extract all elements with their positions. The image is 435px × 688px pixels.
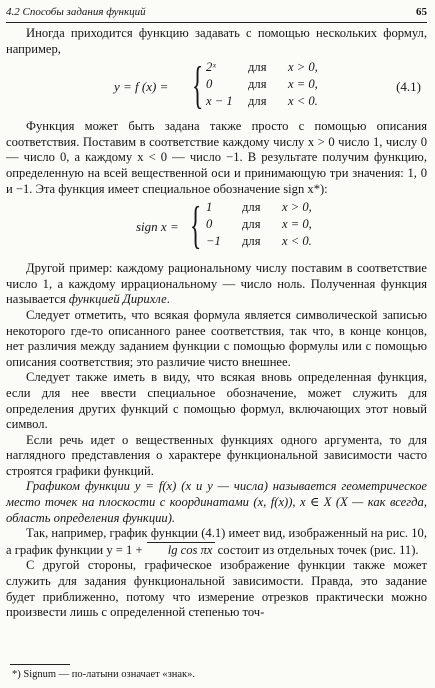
case-word: для	[248, 94, 267, 109]
left-brace: {	[192, 57, 204, 115]
paragraph-intro: Иногда приходится функцию задавать с помощью нескольких формул, например,	[6, 26, 427, 56]
footnote: *) Signum — по-латыни означает «знак».	[12, 669, 196, 680]
paragraph-graphs: Если речь идет о вещественных функциях одного аргумента, то для наглядного представления о характере функциональной зависимости часто строятся графики функций.	[6, 432, 427, 478]
case-value: 2ˣ	[206, 60, 216, 75]
paragraph-new-symbol: Следует также иметь в виду, что всякая вновь определенная функция, если для нее ввести специальное обозначение, может служить для определения других функций с помощью формул, включающих этот новый символ.	[6, 370, 427, 432]
case-value: 0	[206, 77, 213, 92]
case-condition: x = 0,	[288, 77, 318, 92]
case-word: для	[242, 234, 261, 249]
definition-graph: Графиком функции y = f(x) (x и y — числа) называется геометрическое место точек на плоскости с координатами (x, f(x)), x ∈ X (X — как всегда, область определения функции).	[6, 479, 427, 525]
text-run: .	[166, 292, 170, 307]
case-condition: x < 0.	[282, 234, 312, 249]
case-row	[206, 93, 318, 110]
running-header	[6, 6, 427, 23]
footnote-rule	[10, 664, 70, 665]
formula-4-1	[6, 59, 427, 115]
case-condition: x > 0,	[282, 200, 312, 215]
equation-number: (4.1)	[396, 79, 421, 95]
case-row	[206, 233, 312, 250]
case-row	[206, 59, 318, 76]
case-value: x − 1	[206, 94, 233, 109]
sqrt-expression: lg cos πx	[147, 542, 215, 559]
case-value: −1	[206, 234, 221, 249]
left-brace: {	[190, 197, 202, 255]
page-number: 65	[416, 6, 427, 18]
case-word: для	[248, 60, 267, 75]
formula-lhs: sign x =	[136, 219, 179, 235]
case-word: для	[248, 77, 267, 92]
case-condition: x < 0.	[288, 94, 318, 109]
case-row	[206, 76, 318, 93]
paragraph-examples	[6, 526, 427, 558]
section-title: 4.2 Способы задания функций	[6, 6, 146, 18]
case-row	[206, 216, 312, 233]
case-condition: x = 0,	[282, 217, 312, 232]
text-run: Так, например, график функции (4.1) имеет вид, изображенный на рис. 10, а график функции y = 1 +	[6, 526, 427, 557]
case-word: для	[242, 217, 261, 232]
text-run: состоит из отдельных точек (рис. 11).	[214, 542, 419, 557]
formula-cases	[206, 59, 318, 110]
case-condition: x > 0,	[288, 60, 318, 75]
case-value: 1	[206, 200, 213, 215]
case-word: для	[242, 200, 261, 215]
term-dirichlet: функцией Дирихле	[68, 292, 167, 307]
paragraph-graphical: С другой стороны, графическое изображение функции также может служить для задания функциональной зависимости. Правда, это задание будет приближенно, потому что измерение отрезков практически можно произвести лишь с определенной степенью точ-	[6, 558, 427, 620]
formula-lhs: y = f (x) =	[114, 79, 169, 95]
case-value: 0	[206, 217, 213, 232]
text-run: Другой пример: каждому рациональному числу поставим в соответствие число 1, а каждому иррациональному — число ноль. Полученная функция называется	[6, 261, 427, 307]
formula-sign	[6, 199, 427, 257]
paragraph-formula-note: Следует отметить, что всякая формула является символической записью некоторого где-то описанного ранее соответствия, так что, в конце концов, нет различия между заданием функции с помощью формулы или с помощью описания соответствия; это различие чисто внешнее.	[6, 307, 427, 369]
page-body	[6, 26, 427, 621]
paragraph-dirichlet	[6, 261, 427, 308]
case-row	[206, 199, 312, 216]
formula-cases	[206, 199, 312, 250]
paragraph-correspondence: Функция может быть задана также просто с помощью описания соответствия. Поставим в соответствие каждому числу x > 0 число 1, числу 0 — число 0, а каждому x < 0 — число −1. В результате получим функцию, определенную на всей вещественной оси и принимающую три значения: 1, 0 и −1. Эта функция имеет специальное обозначение sign x*):	[6, 119, 427, 196]
